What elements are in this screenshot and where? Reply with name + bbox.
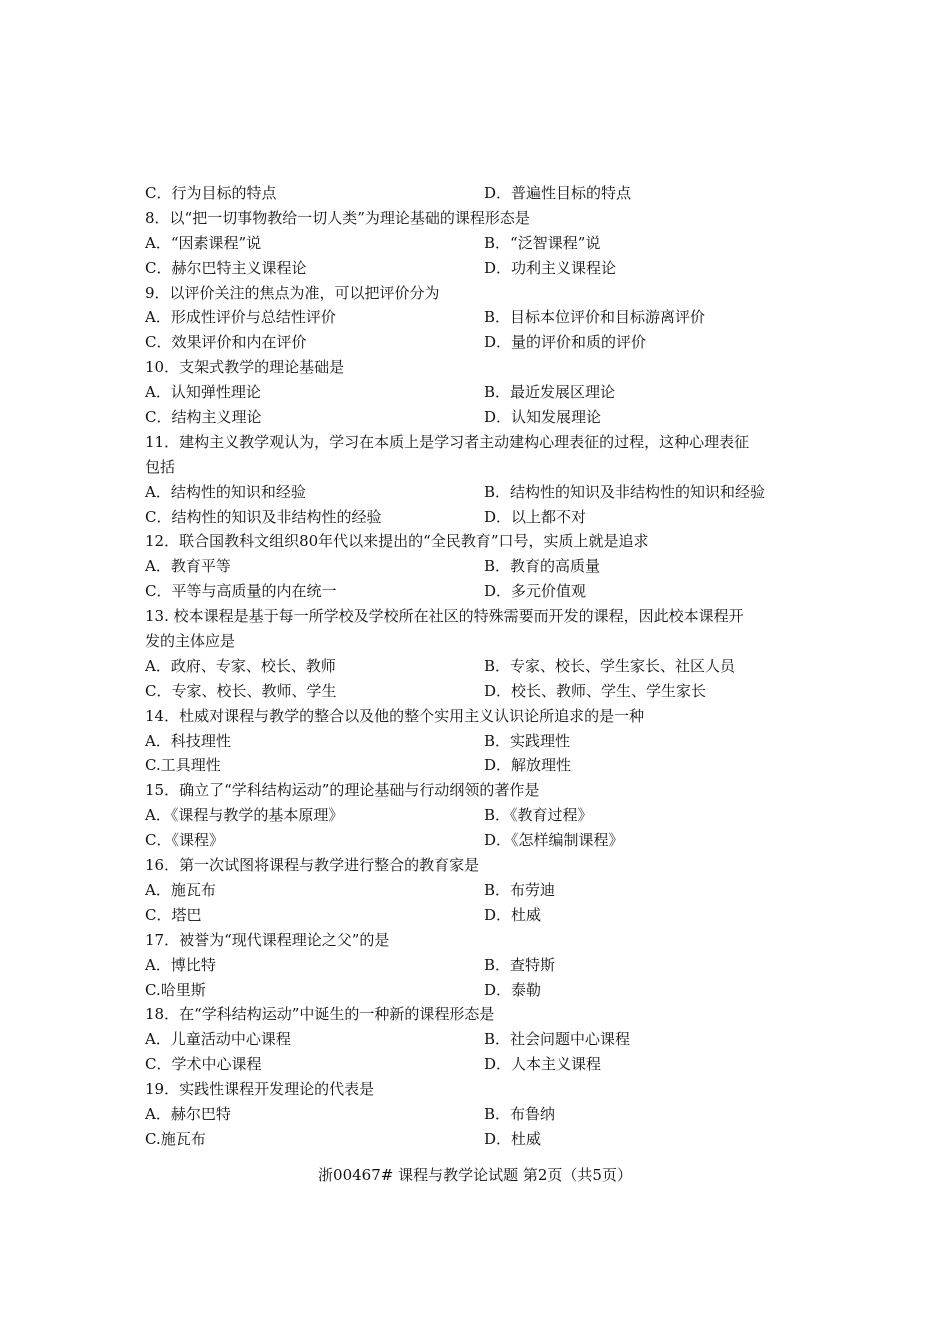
option-c: C．塔巴 (145, 905, 202, 924)
option-c: C．行为目标的特点 (145, 184, 277, 202)
option-c: C．结构主义理论 (145, 408, 262, 427)
option-c: C.施瓦布 (145, 1129, 206, 1148)
question-stem: 9．以评价关注的焦点为准，可以把评价分为 (145, 283, 440, 302)
questions (145, 206, 815, 1152)
option-a: A．施瓦布 (145, 880, 216, 899)
option-a: A．博比特 (145, 955, 216, 974)
option-d: D．《怎样编制课程》 (484, 831, 624, 850)
page-footer: 浙00467# 课程与教学论试题 第2页（共5页） (318, 1166, 632, 1184)
option-row (145, 256, 815, 281)
option-row (145, 505, 815, 530)
option-row (145, 554, 815, 579)
option-c: C．赫尔巴特主义课程论 (145, 258, 307, 277)
question-stem: 8．以“把一切事物教给一切人类”为理论基础的课程形态是 (145, 208, 530, 227)
option-c: C．专家、校长、教师、学生 (145, 681, 337, 700)
question-list (145, 181, 815, 1152)
option-row (145, 305, 815, 330)
question-stem: 17．被誉为“现代课程理论之父”的是 (145, 930, 390, 949)
question-block (145, 604, 815, 704)
option-a: A．政府、专家、校长、教师 (145, 656, 336, 675)
question-block (145, 355, 815, 430)
option-c: C．效果评价和内在评价 (145, 333, 307, 352)
option-row (145, 1102, 815, 1127)
question-block (145, 778, 815, 853)
option-row (145, 231, 815, 256)
option-d: D．人本主义课程 (484, 1055, 602, 1074)
option-c: C．结构性的知识及非结构性的经验 (145, 507, 382, 526)
question-block (145, 928, 815, 1003)
question-stem: 发的主体应是 (145, 632, 236, 651)
option-d: D．杜威 (484, 1129, 542, 1148)
question-stem: 15．确立了“学科结构运动”的理论基础与行动纲领的著作是 (145, 781, 540, 800)
option-b: B．目标本位评价和目标游离评价 (484, 308, 706, 327)
question-stem: 包括 (145, 457, 176, 476)
option-b: B．最近发展区理论 (484, 383, 616, 402)
option-row (145, 903, 815, 928)
option-row (145, 1027, 815, 1052)
question-block (145, 853, 815, 928)
option-row (145, 181, 815, 206)
question-block (145, 1002, 815, 1077)
option-a: A．《课程与教学的基本原理》 (145, 806, 344, 825)
option-d: D．量的评价和质的评价 (484, 333, 647, 352)
option-row (145, 753, 815, 778)
option-d: D．泰勒 (484, 980, 542, 999)
option-a: A．结构性的知识和经验 (145, 482, 306, 501)
option-a: A．儿童活动中心课程 (145, 1030, 291, 1049)
option-row (145, 978, 815, 1003)
option-row (145, 878, 815, 903)
option-b: B．结构性的知识及非结构性的知识和经验 (484, 482, 766, 501)
question-stem: 11．建构主义教学观认为，学习在本质上是学习者主动建构心理表征的过程，这种心理表征 (145, 432, 750, 451)
question-block (145, 704, 815, 779)
option-row (145, 380, 815, 405)
option-b: B．“泛智课程”说 (484, 233, 601, 252)
option-c: C．平等与高质量的内在统一 (145, 582, 337, 601)
option-a: A．形成性评价与总结性评价 (145, 308, 336, 327)
option-c: C.工具理性 (145, 756, 221, 775)
option-b: B．教育的高质量 (484, 557, 601, 576)
option-d: D．普遍性目标的特点 (484, 184, 632, 202)
option-d: D．杜威 (484, 905, 542, 924)
option-d: D．以上都不对 (484, 507, 587, 526)
option-row (145, 828, 815, 853)
option-row (145, 1052, 815, 1077)
option-c: C．《课程》 (145, 831, 224, 850)
option-row (145, 1127, 815, 1152)
option-b: B．布鲁纳 (484, 1104, 556, 1123)
question-block (145, 206, 815, 281)
option-row (145, 480, 815, 505)
option-b: B．查特斯 (484, 955, 556, 974)
option-c: C．学术中心课程 (145, 1055, 262, 1074)
option-row (145, 953, 815, 978)
question-stem: 13. 校本课程是基于每一所学校及学校所在社区的特殊需要而开发的课程，因此校本课程开 (145, 607, 744, 626)
option-d: D．功利主义课程论 (484, 258, 617, 277)
option-d: D．校长、教师、学生、学生家长 (484, 681, 707, 700)
option-b: B．布劳迪 (484, 880, 556, 899)
option-row (145, 579, 815, 604)
option-d: D．多元价值观 (484, 582, 587, 601)
option-d: D．解放理性 (484, 756, 572, 775)
question-block (145, 529, 815, 604)
option-a: A．认知弹性理论 (145, 383, 261, 402)
option-a: A．“因素课程”说 (145, 233, 262, 252)
question-block (145, 1077, 815, 1152)
question-stem: 14．杜威对课程与教学的整合以及他的整个实用主义认识论所追求的是一种 (145, 706, 645, 725)
question-stem: 19．实践性课程开发理论的代表是 (145, 1080, 375, 1099)
option-row (145, 405, 815, 430)
option-row (145, 330, 815, 355)
option-row (145, 654, 815, 679)
option-row (145, 803, 815, 828)
option-row (145, 679, 815, 704)
question-block (145, 281, 815, 356)
option-row (145, 729, 815, 754)
question-stem: 18．在“学科结构运动”中诞生的一种新的课程形态是 (145, 1005, 495, 1024)
option-b: B．专家、校长、学生家长、社区人员 (484, 656, 736, 675)
question-stem: 12．联合国教科文组织80年代以来提出的“全民教育”口号，实质上就是追求 (145, 532, 649, 551)
question-block (145, 430, 815, 530)
option-c: C.哈里斯 (145, 980, 206, 999)
option-d: D．认知发展理论 (484, 408, 602, 427)
option-b: B．实践理性 (484, 731, 571, 750)
option-a: A．教育平等 (145, 557, 231, 576)
option-b: B．《教育过程》 (484, 806, 593, 825)
option-a: A．赫尔巴特 (145, 1104, 231, 1123)
question-stem: 10．支架式教学的理论基础是 (145, 358, 345, 377)
option-b: B．社会问题中心课程 (484, 1030, 631, 1049)
question-stem: 16．第一次试图将课程与教学进行整合的教育家是 (145, 856, 480, 875)
option-a: A．科技理性 (145, 731, 231, 750)
